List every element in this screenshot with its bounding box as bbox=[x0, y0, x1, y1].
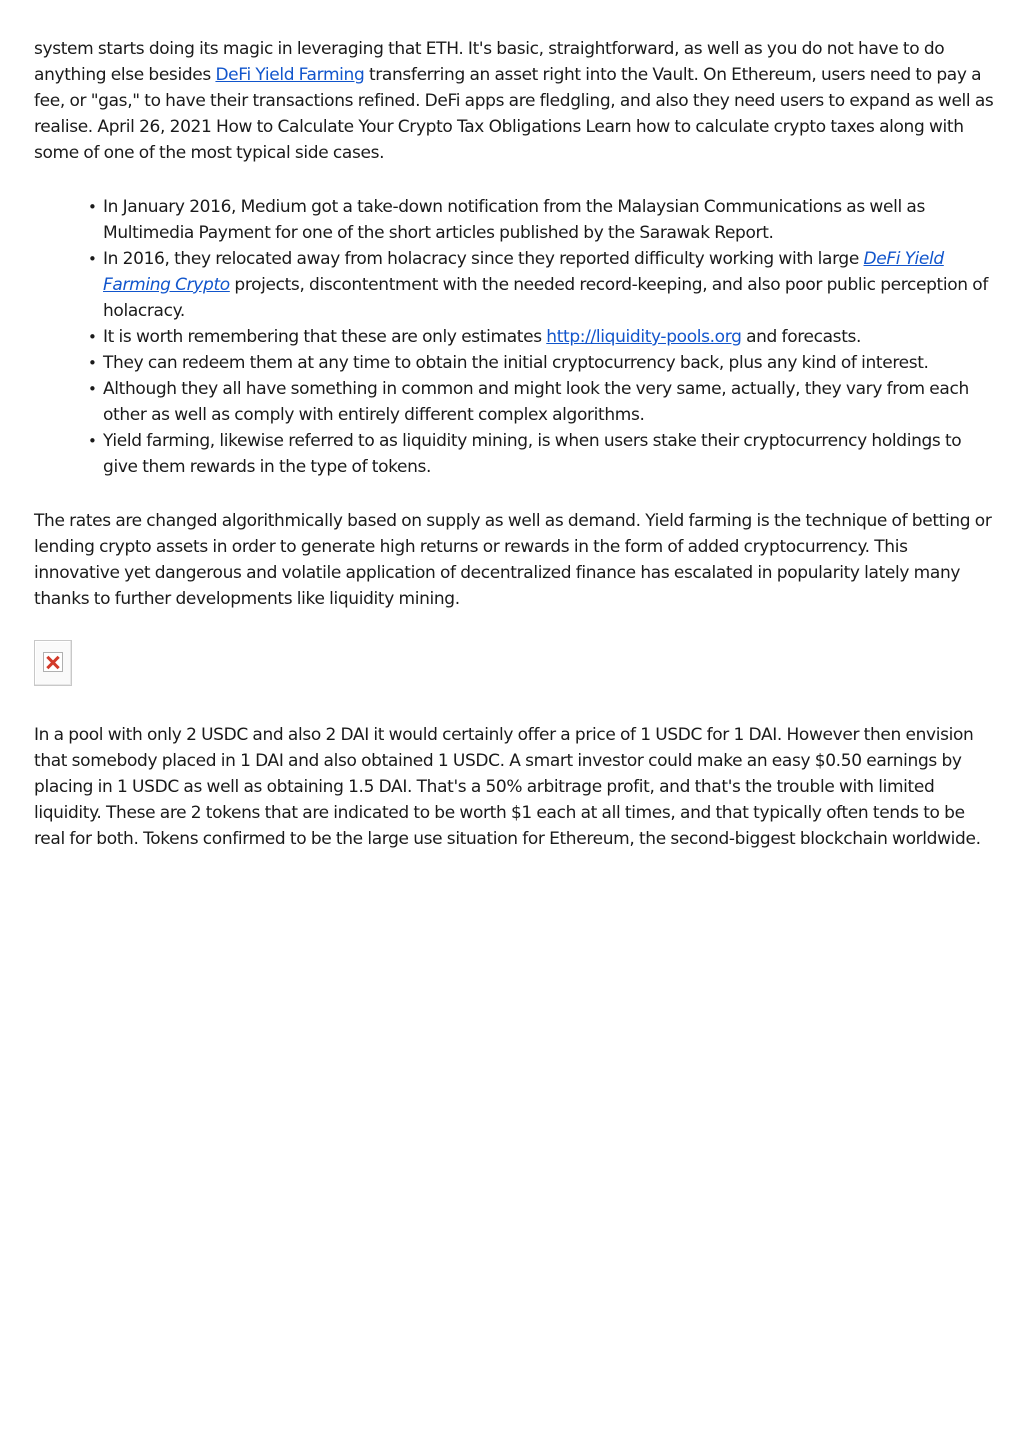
bullet-list bbox=[34, 194, 994, 480]
paragraph-intro bbox=[34, 36, 994, 166]
list-item-text: In January 2016, Medium got a take-down notification from the Malaysian Communications as well as Multimedia Payment for one of the short articles published by the Sarawak Report. bbox=[103, 197, 925, 243]
list-item bbox=[103, 350, 994, 376]
liquidity-pools-link[interactable]: http://liquidity-pools.org bbox=[546, 327, 742, 347]
defi-yield-farming-crypto-link[interactable]: DeFi Yield Farming Crypto bbox=[103, 249, 944, 295]
broken-image-icon bbox=[43, 652, 63, 672]
list-item bbox=[103, 194, 994, 246]
list-item-text-after: projects, discontentment with the needed record-keeping, and also poor public perception of holacracy. bbox=[103, 275, 988, 321]
paragraph-pool: In a pool with only 2 USDC and also 2 DAI it would certainly offer a price of 1 USDC for 1 DAI. However then envision that somebody placed in 1 DAI and also obtained 1 USDC. A smart investor could make an easy $0.50 earnings by placing in 1 USDC as well as obtaining 1.5 DAI. That's a 50% arbitrage profit, and that's the trouble with limited liquidity. These are 2 tokens that are indicated to be worth $1 each at all times, and that typically often tends to be real for both. Tokens confirmed to be the large use situation for Ethereum, the second-biggest blockchain worldwide. bbox=[34, 725, 981, 849]
document-page bbox=[34, 36, 994, 852]
list-item-text-before: In 2016, they relocated away from holacracy since they reported difficulty working with large bbox=[103, 249, 864, 269]
list-item-text: Yield farming, likewise referred to as liquidity mining, is when users stake their cryptocurrency holdings to give them rewards in the type of tokens. bbox=[103, 431, 962, 477]
list-item bbox=[103, 428, 994, 480]
paragraph-intro-text-before: system starts doing its magic in leveraging that ETH. It's basic, straightforward, as well as you do not have to do anything else besides bbox=[34, 39, 945, 85]
paragraph-rates: The rates are changed algorithmically based on supply as well as demand. Yield farming is the technique of betting or lending crypto assets in order to generate high returns or rewards in the form of added cryptocurrency. This innovative yet dangerous and volatile application of decentralized finance has escalated in popularity lately many thanks to further developments like liquidity mining. bbox=[34, 511, 992, 609]
paragraph-intro-text-after: transferring an asset right into the Vault. On Ethereum, users need to pay a fee, or "gas," to have their transactions refined. DeFi apps are fledgling, and also they need users to expand as well as realise. April 26, 2021 How to Calculate Your Crypto Tax Obligations Learn how to calculate crypto taxes along with some of one of the most typical side cases. bbox=[34, 65, 994, 163]
list-item-text-before: It is worth remembering that these are only estimates bbox=[103, 327, 547, 347]
list-item-text-after: and forecasts. bbox=[741, 327, 862, 347]
list-item bbox=[103, 324, 994, 350]
list-item bbox=[103, 376, 994, 428]
list-item-text: Although they all have something in common and might look the very same, actually, they vary from each other as well as comply with entirely different complex algorithms. bbox=[103, 379, 969, 425]
list-item bbox=[103, 246, 994, 324]
list-item-text: They can redeem them at any time to obtain the initial cryptocurrency back, plus any kind of interest. bbox=[103, 353, 929, 373]
defi-yield-farming-link[interactable]: DeFi Yield Farming bbox=[215, 65, 365, 85]
broken-image bbox=[34, 640, 72, 686]
